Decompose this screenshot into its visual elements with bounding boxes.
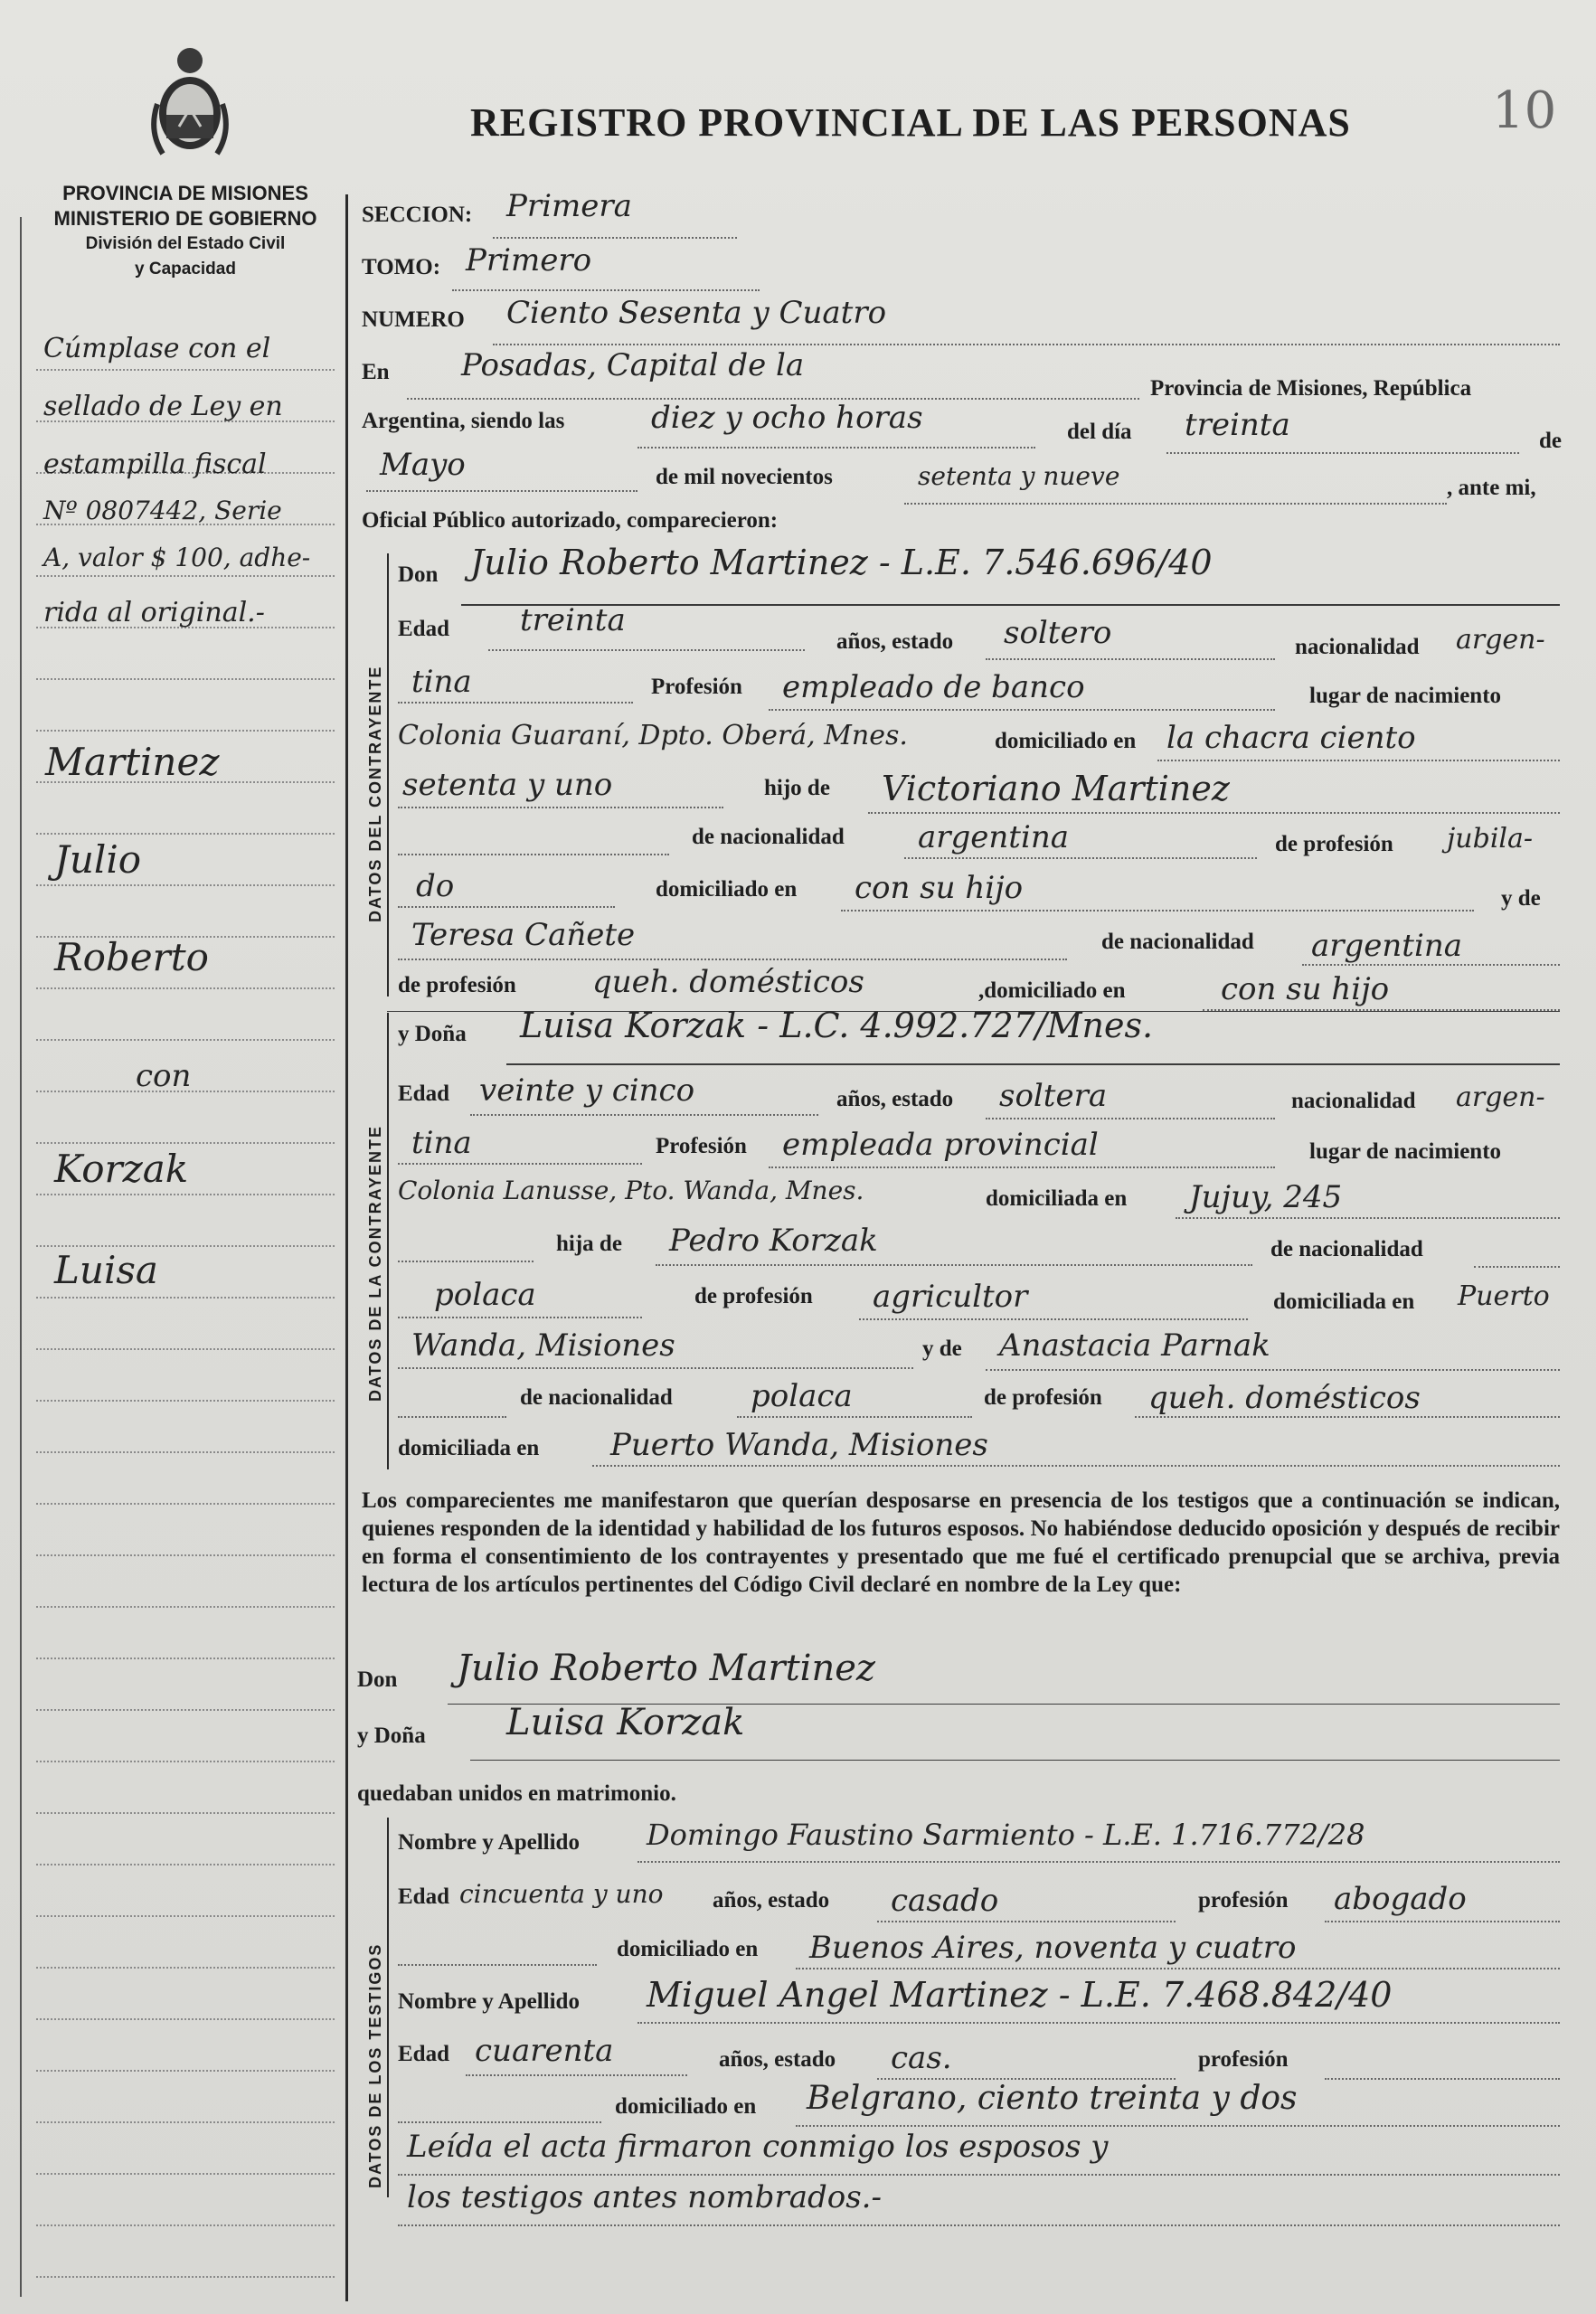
groom-nacionalidad-value-b: tina bbox=[411, 664, 472, 700]
groom-nacionalidad-label: nacionalidad bbox=[1295, 635, 1420, 659]
issuer-line3: División del Estado Civil bbox=[85, 234, 286, 253]
bride-dona-label: y Doña bbox=[398, 1022, 467, 1046]
margin-rule bbox=[36, 2173, 335, 2176]
margin-rule bbox=[36, 369, 335, 372]
tomo-label: TOMO: bbox=[362, 255, 441, 279]
margin-name-4: con bbox=[136, 1058, 192, 1094]
margin-note-line-2: sellado de Ley en bbox=[43, 391, 283, 422]
dotline bbox=[452, 289, 760, 291]
dotline bbox=[398, 1163, 642, 1165]
groom-padre-dom-value: con su hijo bbox=[855, 870, 1024, 906]
margin-rule bbox=[36, 1915, 335, 1918]
bride-lugar-value: Colonia Lanusse, Pto. Wanda, Mnes. bbox=[398, 1176, 864, 1205]
witnesses-closing-a: Leída el acta firmaron conmigo los esposos y bbox=[407, 2129, 1109, 2165]
issuer-line4: y Capacidad bbox=[135, 260, 236, 279]
document-title: REGISTRO PROVINCIAL DE LAS PERSONAS bbox=[470, 100, 1351, 145]
argentina-text: Argentina, siendo las bbox=[362, 409, 565, 433]
margin-rule bbox=[36, 1658, 335, 1660]
bride-nacionalidad-value-a: argen- bbox=[1456, 1081, 1545, 1113]
margin-rule bbox=[36, 678, 335, 681]
groom-madre-prof-value: queh. domésticos bbox=[592, 964, 864, 1000]
bride-y-de-label: y de bbox=[922, 1336, 962, 1361]
dotline bbox=[737, 1416, 972, 1418]
margin-rule bbox=[36, 987, 335, 990]
dotline bbox=[1135, 1416, 1560, 1418]
bride-domicilio-value: Jujuy, 245 bbox=[1189, 1179, 1343, 1215]
groom-profesion-label: Profesión bbox=[651, 675, 742, 699]
margin-name-2: Julio bbox=[54, 837, 142, 882]
w1-estado-value: casado bbox=[891, 1883, 999, 1919]
margin-rule bbox=[36, 1812, 335, 1815]
bride-name: Luisa Korzak - L.C. 4.992.727/Mnes. bbox=[520, 1006, 1154, 1045]
margin-rule bbox=[36, 1297, 335, 1299]
numero-value: Ciento Sesenta y Cuatro bbox=[506, 295, 887, 331]
argentine-coat-of-arms-icon bbox=[145, 41, 235, 167]
issuer-line1: PROVINCIA DE MISIONES bbox=[62, 182, 308, 204]
bride-padre-dom-value-a: Puerto bbox=[1458, 1280, 1550, 1312]
dotline bbox=[398, 2174, 1560, 2176]
del-dia-label: del día bbox=[1067, 420, 1132, 444]
bride-madre-nac-label: de nacionalidad bbox=[520, 1385, 673, 1410]
dotline bbox=[986, 1369, 1560, 1371]
dotline bbox=[398, 1964, 597, 1966]
w1-nombre-value: Domingo Faustino Sarmiento - L.E. 1.716.772/28 bbox=[647, 1818, 1365, 1852]
dotline bbox=[470, 1114, 818, 1116]
dotline bbox=[637, 2022, 1560, 2024]
bride-lugar-label: lugar de nacimiento bbox=[1309, 1139, 1502, 1164]
numero-label: NUMERO bbox=[362, 307, 465, 332]
w2-nombre-value: Miguel Angel Martinez - L.E. 7.468.842/40 bbox=[647, 1975, 1393, 2015]
groom-lugar-value: Colonia Guaraní, Dpto. Oberá, Mnes. bbox=[398, 720, 908, 751]
groom-madre-nac-value: argentina bbox=[1311, 928, 1463, 964]
margin-rule bbox=[36, 1400, 335, 1403]
dotline bbox=[493, 344, 1560, 345]
margin-rule bbox=[36, 1039, 335, 1042]
margin-rule bbox=[36, 1864, 335, 1866]
w2-estado-label: años, estado bbox=[719, 2047, 836, 2072]
margin-note-line-6: rida al original.- bbox=[43, 597, 265, 628]
groom-madre-dom-value: con su hijo bbox=[1221, 971, 1390, 1007]
margin-rule bbox=[36, 884, 335, 887]
en-label: En bbox=[362, 360, 390, 384]
dotline bbox=[466, 2074, 687, 2076]
margin-rule bbox=[36, 1194, 335, 1196]
statement-don-label: Don bbox=[357, 1667, 398, 1692]
w1-domicilio-label: domiciliado en bbox=[617, 1937, 759, 1961]
bride-madre-prof-value: queh. domésticos bbox=[1148, 1380, 1421, 1416]
dotline bbox=[1325, 1921, 1560, 1922]
bride-hija-label: hija de bbox=[556, 1232, 622, 1256]
dotline bbox=[796, 1968, 1560, 1969]
margin-rule bbox=[36, 1709, 335, 1712]
margin-rule bbox=[36, 1761, 335, 1763]
groom-nacionalidad-value-a: argen- bbox=[1456, 624, 1545, 656]
bride-edad-value: veinte y cinco bbox=[479, 1072, 695, 1109]
dotline bbox=[398, 906, 615, 908]
groom-madre-prof-label: de profesión bbox=[398, 973, 516, 997]
w1-estado-label: años, estado bbox=[713, 1888, 830, 1913]
groom-padre-prof-value-a: jubila- bbox=[1447, 823, 1534, 855]
groom-profesion-value: empleado de banco bbox=[782, 669, 1085, 705]
bride-profesion-value: empleada provincial bbox=[782, 1127, 1099, 1163]
dotline bbox=[488, 649, 805, 651]
page-number: 10 bbox=[1492, 81, 1557, 140]
dotline bbox=[398, 702, 633, 704]
bride-madre-value: Anastacia Parnak bbox=[999, 1327, 1270, 1364]
groom-name: Julio Roberto Martinez - L.E. 7.546.696/40 bbox=[470, 543, 1213, 582]
bride-domicilio-label: domiciliada en bbox=[986, 1186, 1128, 1211]
bride-madre-dom-label: domiciliada en bbox=[398, 1436, 540, 1460]
dotline bbox=[796, 2125, 1560, 2127]
bride-estado-label: años, estado bbox=[836, 1087, 954, 1111]
margin-note-line-1: Cúmplase con el bbox=[43, 333, 271, 364]
dotline bbox=[398, 1367, 913, 1369]
dia-value: treinta bbox=[1185, 407, 1290, 443]
groom-padre-prof-value-b: do bbox=[416, 868, 455, 904]
dotline bbox=[868, 812, 1560, 814]
de-mil-label: de mil novecientos bbox=[656, 465, 833, 489]
margin-rule bbox=[36, 2018, 335, 2021]
groom-domicilio-value-b: setenta y uno bbox=[402, 767, 613, 803]
w1-nombre-label: Nombre y Apellido bbox=[398, 1830, 580, 1855]
statement-paragraph: Los comparecientes me manifestaron que querían desposarse en presencia de los testigos que a continuación se indican, quienes responden de la identidad y habilidad de los futuros esposos. No habiéndose deducido oposición y después de recibir en forma el consentimiento de los contrayentes y presentado que me fué el certificado prenupcial que se archiva, previa lectura de los artículos pertinentes del Código Civil declaré en nombre de la Ley que: bbox=[362, 1488, 1560, 1597]
dotline bbox=[592, 1465, 1560, 1467]
groom-domicilio-value-a: la chacra ciento bbox=[1166, 720, 1416, 756]
dotline bbox=[398, 2224, 1560, 2226]
bride-nacionalidad-value-b: tina bbox=[411, 1125, 472, 1161]
bride-madre-prof-label: de profesión bbox=[984, 1385, 1102, 1410]
dotline bbox=[398, 1261, 534, 1262]
groom-padre-prof-label: de profesión bbox=[1275, 832, 1393, 856]
ante-mi-text: , ante mi, bbox=[1447, 476, 1536, 500]
w1-domicilio-value: Buenos Aires, noventa y cuatro bbox=[809, 1930, 1297, 1966]
bride-padre-prof-label: de profesión bbox=[694, 1284, 813, 1308]
groom-edad-value: treinta bbox=[520, 602, 626, 638]
margin-rule bbox=[36, 2276, 335, 2279]
de-label: de bbox=[1539, 429, 1562, 453]
w2-edad-label: Edad bbox=[398, 2042, 449, 2066]
hora-value: diez y ocho horas bbox=[651, 400, 923, 436]
dotline bbox=[769, 709, 1275, 711]
margin-rule bbox=[36, 730, 335, 732]
dotline bbox=[398, 1416, 506, 1418]
margin-name-1: Martinez bbox=[45, 740, 220, 784]
groom-y-de-label: y de bbox=[1501, 886, 1541, 911]
groom-block-border bbox=[387, 553, 389, 996]
issuer-line2: MINISTERIO DE GOBIERNO bbox=[53, 207, 317, 230]
statement-dona-value: Luisa Korzak bbox=[506, 1702, 745, 1743]
w1-profesion-label: profesión bbox=[1198, 1888, 1289, 1913]
dotline bbox=[398, 1317, 642, 1318]
groom-hijo-label: hijo de bbox=[764, 776, 830, 800]
witnesses-closing-b: los testigos antes nombrados.- bbox=[407, 2179, 882, 2215]
dotline bbox=[398, 2121, 601, 2123]
bride-side-label: DATOS DE LA CONTRAYENTE bbox=[366, 1124, 384, 1402]
dotline bbox=[1157, 760, 1560, 761]
en-value: Posadas, Capital de la bbox=[461, 347, 805, 383]
margin-rule bbox=[36, 1967, 335, 1969]
bride-edad-label: Edad bbox=[398, 1081, 449, 1106]
w2-profesion-label: profesión bbox=[1198, 2047, 1289, 2072]
seccion-value: Primera bbox=[506, 188, 632, 224]
groom-don-label: Don bbox=[398, 562, 439, 587]
bride-padre-value: Pedro Korzak bbox=[669, 1223, 878, 1259]
bride-padre-nac-label: de nacionalidad bbox=[1270, 1237, 1423, 1261]
dotline bbox=[769, 1166, 1275, 1168]
groom-estado-value: soltero bbox=[1004, 615, 1112, 651]
witnesses-side-label: DATOS DE LOS TESTIGOS bbox=[366, 1942, 384, 2188]
groom-madre-value: Teresa Cañete bbox=[411, 917, 636, 953]
bride-madre-nac-value: polaca bbox=[751, 1378, 853, 1414]
groom-domicilio-label: domiciliado en bbox=[995, 729, 1137, 753]
dotline bbox=[986, 1118, 1275, 1119]
dotline bbox=[366, 490, 637, 492]
bride-profesion-label: Profesión bbox=[656, 1134, 747, 1158]
statement-closing: quedaban unidos en matrimonio. bbox=[357, 1781, 676, 1806]
margin-note-line-3: estampilla fiscal bbox=[43, 449, 267, 480]
dotline bbox=[1166, 452, 1519, 454]
mes-value: Mayo bbox=[380, 447, 466, 483]
margin-note-line-5: A, valor $ 100, adhe- bbox=[43, 543, 311, 572]
margin-name-6: Luisa bbox=[54, 1248, 158, 1292]
bride-madre-dom-value: Puerto Wanda, Misiones bbox=[610, 1427, 988, 1463]
dotline bbox=[1474, 1266, 1560, 1268]
left-edge-line bbox=[20, 217, 22, 2297]
dotline bbox=[1176, 1217, 1560, 1219]
margin-rule bbox=[36, 1606, 335, 1609]
tomo-value: Primero bbox=[466, 242, 592, 279]
w2-estado-value: cas. bbox=[891, 2040, 952, 2076]
seccion-label: SECCION: bbox=[362, 203, 473, 227]
groom-padre-dom-label: domiciliado en bbox=[656, 877, 798, 902]
underline bbox=[506, 1063, 1560, 1065]
underline bbox=[470, 1760, 1560, 1761]
groom-side-label: DATOS DEL CONTRAYENTE bbox=[366, 665, 384, 922]
margin-rule bbox=[36, 2070, 335, 2073]
dotline bbox=[841, 910, 1474, 911]
bride-padre-nac-value: polaca bbox=[434, 1277, 536, 1313]
w1-edad-label: Edad bbox=[398, 1884, 449, 1909]
groom-padre-nac-value: argentina bbox=[918, 819, 1070, 855]
groom-lugar-label: lugar de nacimiento bbox=[1309, 684, 1502, 708]
bride-padre-prof-value: agricultor bbox=[873, 1279, 1028, 1315]
bride-padre-dom-value-b: Wanda, Misiones bbox=[411, 1327, 675, 1364]
margin-rule bbox=[36, 2224, 335, 2227]
dotline bbox=[877, 1921, 1176, 1922]
margin-name-3: Roberto bbox=[54, 935, 209, 979]
groom-madre-dom-label: ,domiciliado en bbox=[978, 978, 1126, 1003]
witnesses-block-border bbox=[387, 1818, 389, 2197]
dotline bbox=[398, 854, 669, 855]
margin-name-5: Korzak bbox=[54, 1147, 189, 1191]
dotline bbox=[637, 1861, 1560, 1863]
groom-edad-label: Edad bbox=[398, 617, 449, 641]
margin-rule bbox=[36, 1348, 335, 1351]
margin-note-line-4: Nº 0807442, Serie bbox=[43, 496, 282, 525]
dotline bbox=[656, 1264, 1252, 1266]
anio-value: setenta y nueve bbox=[918, 461, 1120, 491]
groom-madre-nac-label: de nacionalidad bbox=[1101, 930, 1254, 954]
bride-nacionalidad-label: nacionalidad bbox=[1291, 1089, 1416, 1113]
margin-rule bbox=[36, 2121, 335, 2124]
dotline bbox=[493, 237, 737, 239]
margin-rule bbox=[36, 833, 335, 836]
w2-edad-value: cuarenta bbox=[475, 2033, 614, 2069]
w2-domicilio-value: Belgrano, ciento treinta y dos bbox=[807, 2080, 1298, 2117]
w2-domicilio-label: domiciliado en bbox=[615, 2094, 757, 2119]
dotline bbox=[637, 447, 1035, 449]
margin-rule bbox=[36, 1503, 335, 1506]
dotline bbox=[986, 658, 1275, 660]
groom-estado-label: años, estado bbox=[836, 629, 954, 654]
dotline bbox=[398, 807, 723, 808]
oficial-text: Oficial Público autorizado, comparecieron: bbox=[362, 508, 779, 533]
underline bbox=[461, 604, 1560, 606]
dotline bbox=[398, 959, 1067, 960]
dotline bbox=[1302, 964, 1560, 966]
bride-block-border bbox=[387, 1013, 389, 1469]
groom-padre-nac-label: de nacionalidad bbox=[692, 825, 845, 849]
dotline bbox=[859, 1318, 1248, 1320]
bride-padre-dom-label: domiciliada en bbox=[1273, 1289, 1415, 1314]
margin-rule bbox=[36, 1451, 335, 1454]
dotline bbox=[1325, 2078, 1560, 2080]
margin-rule bbox=[36, 1554, 335, 1557]
issuer-block bbox=[27, 181, 344, 282]
groom-padre-value: Victoriano Martinez bbox=[882, 769, 1230, 808]
w2-nombre-label: Nombre y Apellido bbox=[398, 1989, 580, 2014]
statement-dona-label: y Doña bbox=[357, 1724, 426, 1748]
margin-divider bbox=[345, 194, 348, 2301]
statement-don-value: Julio Roberto Martinez bbox=[457, 1648, 875, 1689]
dotline bbox=[904, 857, 1257, 859]
bride-estado-value: soltera bbox=[999, 1078, 1108, 1114]
margin-rule bbox=[36, 575, 335, 578]
dotline bbox=[904, 503, 1447, 505]
provincia-text: Provincia de Misiones, República bbox=[1150, 376, 1472, 401]
w1-edad-value: cincuenta y uno bbox=[459, 1879, 664, 1909]
margin-rule bbox=[36, 1142, 335, 1145]
w1-profesion-value: abogado bbox=[1334, 1881, 1467, 1917]
